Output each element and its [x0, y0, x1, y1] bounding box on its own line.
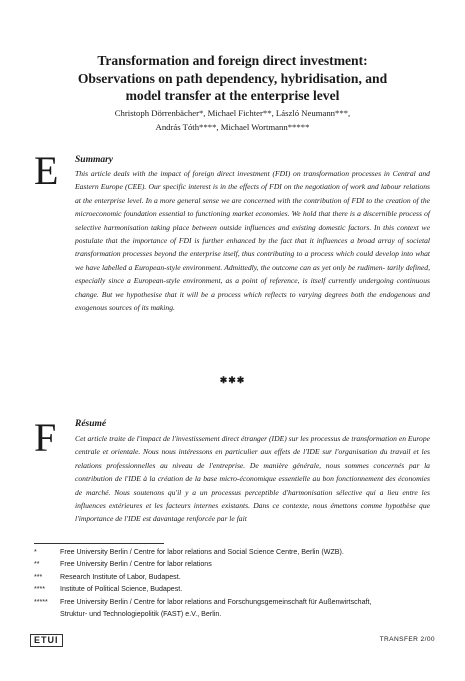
footnote-mark: **	[34, 560, 40, 569]
article-title	[30, 52, 435, 105]
summary-line: enterprise itself, thus contributing to a process which could develop into what we have	[75, 249, 430, 272]
resume-heading: Résumé	[75, 419, 107, 429]
resume-line: création de la base micro-économique essentielle au bon fonctionnement des économies de	[75, 474, 430, 497]
summary-line: reflects to varying degrees both the endogenous and exogenous sources of its making.	[75, 289, 430, 313]
summary-line: tarily defined, especially since a European-style environment, as a point of reference, is itself	[75, 262, 430, 286]
publisher-logo: ETUI	[30, 634, 63, 647]
footnote-item	[34, 583, 434, 595]
summary-line: This article deals with the impact of foreign direct investment (FDI) on transformation	[75, 169, 352, 178]
footnote-item	[34, 571, 434, 583]
footnote-item	[34, 596, 434, 608]
summary-line: currently undergoing continuous change. But we hypothesise that it will be a process which	[75, 276, 430, 299]
footnote-list	[34, 546, 434, 620]
summary-line: foundation essential to functioning market economies. We hold that there is a discernible	[123, 209, 400, 219]
footnote-item	[34, 546, 434, 558]
title-line: model transfer at the enterprise level	[125, 88, 340, 103]
footnote-item	[34, 608, 434, 620]
summary-heading: Summary	[75, 155, 114, 165]
summary-language-initial: E	[34, 148, 59, 193]
author-line: Christoph Dörrenbächer*, Michael Fichter**, László Neumann***,	[114, 108, 351, 118]
resume-line: lieu entre les influences extérieures et les facteurs internes existants. Dans ce contexte, nous	[75, 487, 430, 511]
footnote-mark: ***	[34, 572, 43, 581]
section-separator: ✱✱✱	[219, 375, 246, 385]
journal-issue-label: TRANSFER 2/00	[379, 636, 435, 643]
footnote-mark: *****	[34, 597, 48, 606]
author-list	[30, 106, 435, 134]
footnote-text: Free University Berlin / Centre for labor relations and Social Science Centre, Berlin (WZB).	[60, 548, 344, 556]
summary-line: domestic factors. In this context we postulate that the importance of FDI is further enhanced	[75, 222, 430, 246]
author-line: András Tóth****, Michael Wortmann*****	[155, 122, 310, 132]
resume-line: transformation en Europe centrale et orientale. Nous nous intéressons en particulier aux	[75, 434, 430, 457]
summary-line: sense we are concerned with the contribution of FDI to the creation of the microeconomic	[75, 195, 430, 219]
resume-line: Cet article traite de l'impact de l'investissement direct étranger (IDE) sur les processus de	[75, 434, 352, 443]
resume-line: marché. Nous soutenons qu'il y a un processus perceptible d'harmonisation sélective qui a	[86, 487, 388, 497]
resume-line: l'entreprise. De manière générale, nous sommes concernés par la contribution de l'IDE à la	[75, 460, 430, 484]
summary-line: by the fact that it influences a broad array of societal transformation processes beyond the	[75, 236, 431, 259]
footnote-text: Institute of Political Science, Budapest.	[60, 585, 183, 594]
resume-language-initial: F	[34, 415, 57, 460]
resume-text	[75, 432, 430, 526]
summary-text	[75, 167, 430, 314]
summary-line: processes in Central and Eastern Europe (CEE). Our specific interest is in the effects of FDI	[75, 169, 430, 192]
footnote-mark: ****	[34, 585, 46, 594]
footnote-mark	[34, 608, 60, 620]
footnote-text: Research Institute of Labor, Budapest.	[60, 572, 181, 581]
footnote-mark: *	[34, 548, 37, 556]
summary-line: on the negotiation of work and labour relations at the enterprise level. In a more general	[75, 182, 430, 205]
footnote-text: Struktur- und Technologiepolitik (FAST) e.V., Berlin.	[60, 610, 222, 619]
footnote-text: Free University Berlin / Centre for labor relations	[60, 560, 212, 569]
title-line: Transformation and foreign direct investment:	[97, 53, 368, 68]
resume-line: émettons comme hypothèse que l'importance de l'IDE est davantage renforcée par le fait	[75, 501, 430, 524]
footnote-text: Free University Berlin / Centre for labor relations and Forschungsgemeinschaft für Außenwirtschaft,	[60, 597, 372, 606]
footnote-item	[34, 558, 434, 570]
summary-line: labelled a European-style environment. Admittedly, the outcome can as yet only be rudimen-	[101, 262, 388, 272]
resume-line: effets de l'IDE sur l'organisation du travail et les relations professionnelles au niveau de	[75, 447, 430, 470]
summary-line: process of selective harmonisation taking place between outside influences and existing	[75, 209, 430, 232]
title-line: Observations on path dependency, hybridisation, and	[77, 70, 388, 86]
footnote-divider	[34, 543, 164, 544]
